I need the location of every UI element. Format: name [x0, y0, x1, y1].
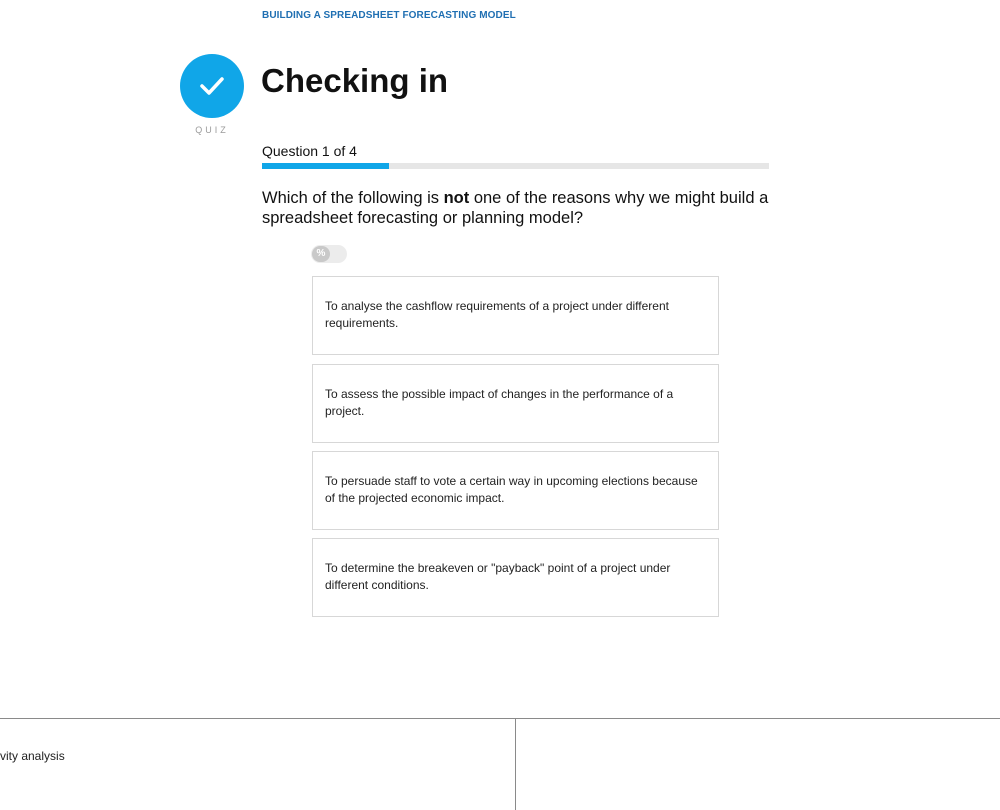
question-text-before: Which of the following is — [262, 189, 444, 207]
question-text-after: one of the reasons why we might build a spreadsheet forecasting or planning model? — [262, 189, 769, 227]
progress-label: Question 1 of 4 — [262, 143, 357, 159]
question-text — [262, 188, 782, 228]
previous-lesson-link[interactable]: vity analysis — [0, 749, 65, 763]
answer-option-text: To determine the breakeven or "payback" point of a project under different conditions. — [325, 560, 671, 592]
progress-bar-fill — [262, 163, 389, 169]
answer-option[interactable] — [312, 451, 719, 530]
answer-option[interactable] — [312, 538, 719, 617]
percent-icon: % — [312, 246, 330, 262]
quiz-badge — [180, 54, 244, 118]
footer-divider — [515, 719, 516, 810]
footer-navigation — [0, 718, 1000, 810]
answer-option-text: To assess the possible impact of changes in the performance of a project. — [325, 386, 674, 418]
answer-option-text: To analyse the cashflow requirements of a project under different requirements. — [325, 298, 669, 330]
answer-option-text: To persuade staff to vote a certain way in upcoming elections because of the projected economic impact. — [325, 473, 698, 505]
quiz-label: QUIZ — [195, 125, 229, 135]
answer-option[interactable] — [312, 276, 719, 355]
checkmark-icon — [197, 71, 227, 101]
percent-toggle[interactable] — [311, 245, 347, 263]
page-title: Checking in — [261, 62, 449, 99]
answer-option[interactable] — [312, 364, 719, 443]
question-text-emphasis: not — [443, 189, 470, 207]
progress-bar — [262, 163, 769, 169]
breadcrumb[interactable]: BUILDING A SPREADSHEET FORECASTING MODEL — [262, 10, 516, 21]
